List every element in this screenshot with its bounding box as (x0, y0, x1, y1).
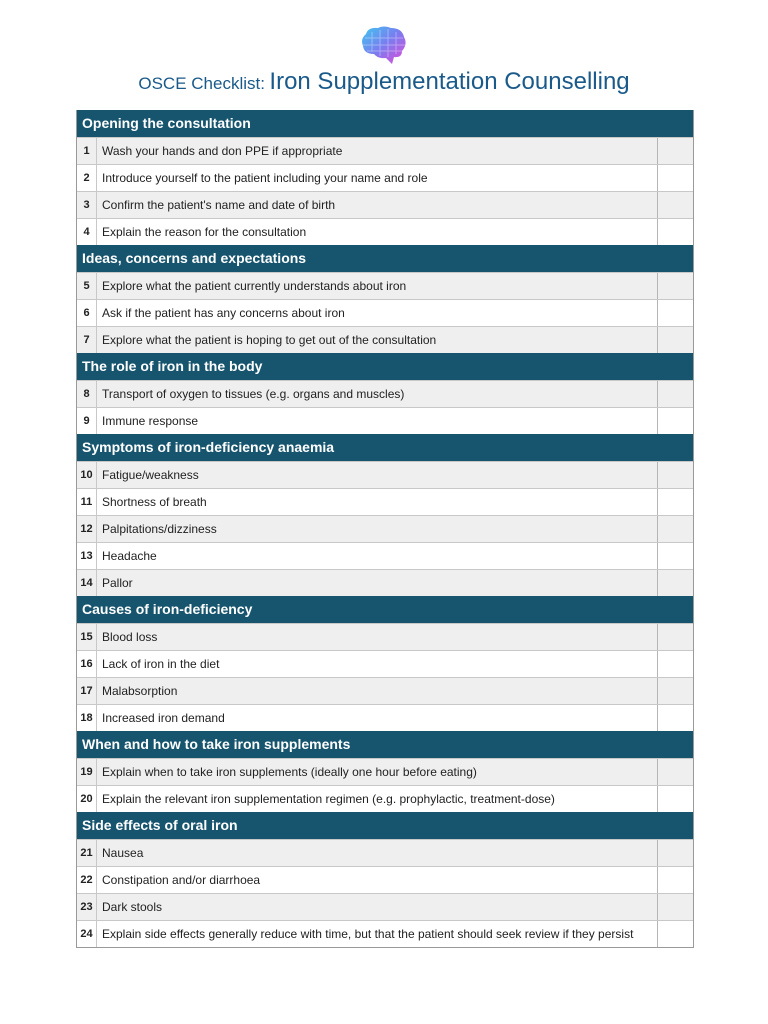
item-text: Transport of oxygen to tissues (e.g. organs and muscles) (102, 386, 405, 401)
score-checkbox[interactable] (657, 327, 693, 353)
section-header: Opening the consultation (77, 110, 693, 137)
checklist-row (77, 623, 693, 650)
item-number: 1 (77, 138, 97, 164)
checklist-row (77, 380, 693, 407)
item-text: Dark stools (102, 899, 163, 914)
item-text: Explore what the patient is hoping to get out of the consultation (102, 332, 437, 347)
item-text: Constipation and/or diarrhoea (102, 872, 261, 887)
item-number: 13 (77, 543, 97, 569)
item-number: 5 (77, 273, 97, 299)
section-header: Symptoms of iron-deficiency anaemia (77, 434, 693, 461)
checklist-row (77, 893, 693, 920)
score-checkbox[interactable] (657, 624, 693, 650)
score-checkbox[interactable] (657, 651, 693, 677)
item-number: 10 (77, 462, 97, 488)
item-text: Fatigue/weakness (102, 467, 199, 482)
item-text: Explain the reason for the consultation (102, 224, 307, 239)
section-header: Ideas, concerns and expectations (77, 245, 693, 272)
score-checkbox[interactable] (657, 840, 693, 866)
score-checkbox[interactable] (657, 867, 693, 893)
checklist-row (77, 191, 693, 218)
item-text: Confirm the patient's name and date of birth (102, 197, 336, 212)
score-checkbox[interactable] (657, 219, 693, 245)
section-header: Causes of iron-deficiency (77, 596, 693, 623)
checklist-row (77, 164, 693, 191)
item-number: 16 (77, 651, 97, 677)
checklist-row (77, 650, 693, 677)
item-text: Increased iron demand (102, 710, 225, 725)
score-checkbox[interactable] (657, 786, 693, 812)
item-text: Introduce yourself to the patient including your name and role (102, 170, 428, 185)
item-number: 7 (77, 327, 97, 353)
item-number: 20 (77, 786, 97, 812)
checklist-row (77, 920, 693, 947)
item-number: 23 (77, 894, 97, 920)
item-number: 22 (77, 867, 97, 893)
checklist-row (77, 839, 693, 866)
checklist-row (77, 704, 693, 731)
checklist-row (77, 299, 693, 326)
section-header: The role of iron in the body (77, 353, 693, 380)
item-text: Explore what the patient currently understands about iron (102, 278, 407, 293)
title-prefix: OSCE Checklist: (138, 74, 265, 93)
score-checkbox[interactable] (657, 678, 693, 704)
score-checkbox[interactable] (657, 273, 693, 299)
checklist-row (77, 677, 693, 704)
score-checkbox[interactable] (657, 921, 693, 947)
score-checkbox[interactable] (657, 165, 693, 191)
brain-logo-icon (358, 24, 410, 66)
item-number: 14 (77, 570, 97, 596)
score-checkbox[interactable] (657, 543, 693, 569)
score-checkbox[interactable] (657, 570, 693, 596)
item-text: Explain side effects generally reduce with time, but that the patient should seek review if they persist (102, 926, 634, 941)
item-text: Wash your hands and don PPE if appropriate (102, 143, 343, 158)
item-text: Immune response (102, 413, 199, 428)
checklist-row (77, 542, 693, 569)
checklist-row (77, 785, 693, 812)
item-text: Shortness of breath (102, 494, 207, 509)
item-number: 4 (77, 219, 97, 245)
score-checkbox[interactable] (657, 489, 693, 515)
checklist-row (77, 866, 693, 893)
item-number: 24 (77, 921, 97, 947)
score-checkbox[interactable] (657, 192, 693, 218)
item-number: 6 (77, 300, 97, 326)
section-header: Side effects of oral iron (77, 812, 693, 839)
item-number: 12 (77, 516, 97, 542)
checklist-table (76, 110, 694, 948)
score-checkbox[interactable] (657, 705, 693, 731)
checklist-row (77, 137, 693, 164)
item-number: 2 (77, 165, 97, 191)
item-number: 19 (77, 759, 97, 785)
checklist-row (77, 326, 693, 353)
checklist-row (77, 515, 693, 542)
item-text: Explain the relevant iron supplementation regimen (e.g. prophylactic, treatment-dose) (102, 791, 555, 806)
item-text: Palpitations/dizziness (102, 521, 217, 536)
checklist-row (77, 272, 693, 299)
checklist-row (77, 407, 693, 434)
checklist-row (77, 218, 693, 245)
item-text: Blood loss (102, 629, 158, 644)
item-text: Explain when to take iron supplements (ideally one hour before eating) (102, 764, 477, 779)
item-text: Pallor (102, 575, 133, 590)
section-header: When and how to take iron supplements (77, 731, 693, 758)
item-text: Ask if the patient has any concerns about iron (102, 305, 345, 320)
score-checkbox[interactable] (657, 894, 693, 920)
item-number: 17 (77, 678, 97, 704)
score-checkbox[interactable] (657, 138, 693, 164)
item-number: 9 (77, 408, 97, 434)
page-title (0, 68, 768, 96)
item-text: Malabsorption (102, 683, 178, 698)
item-number: 18 (77, 705, 97, 731)
score-checkbox[interactable] (657, 408, 693, 434)
item-text: Lack of iron in the diet (102, 656, 220, 671)
score-checkbox[interactable] (657, 462, 693, 488)
checklist-row (77, 758, 693, 785)
checklist-row (77, 488, 693, 515)
item-number: 15 (77, 624, 97, 650)
item-text: Headache (102, 548, 157, 563)
item-number: 11 (77, 489, 97, 515)
score-checkbox[interactable] (657, 516, 693, 542)
title-main: Iron Supplementation Counselling (269, 68, 630, 95)
checklist-row (77, 569, 693, 596)
item-number: 3 (77, 192, 97, 218)
item-number: 21 (77, 840, 97, 866)
checklist-row (77, 461, 693, 488)
item-number: 8 (77, 381, 97, 407)
item-text: Nausea (102, 845, 144, 860)
score-checkbox[interactable] (657, 381, 693, 407)
score-checkbox[interactable] (657, 759, 693, 785)
score-checkbox[interactable] (657, 300, 693, 326)
